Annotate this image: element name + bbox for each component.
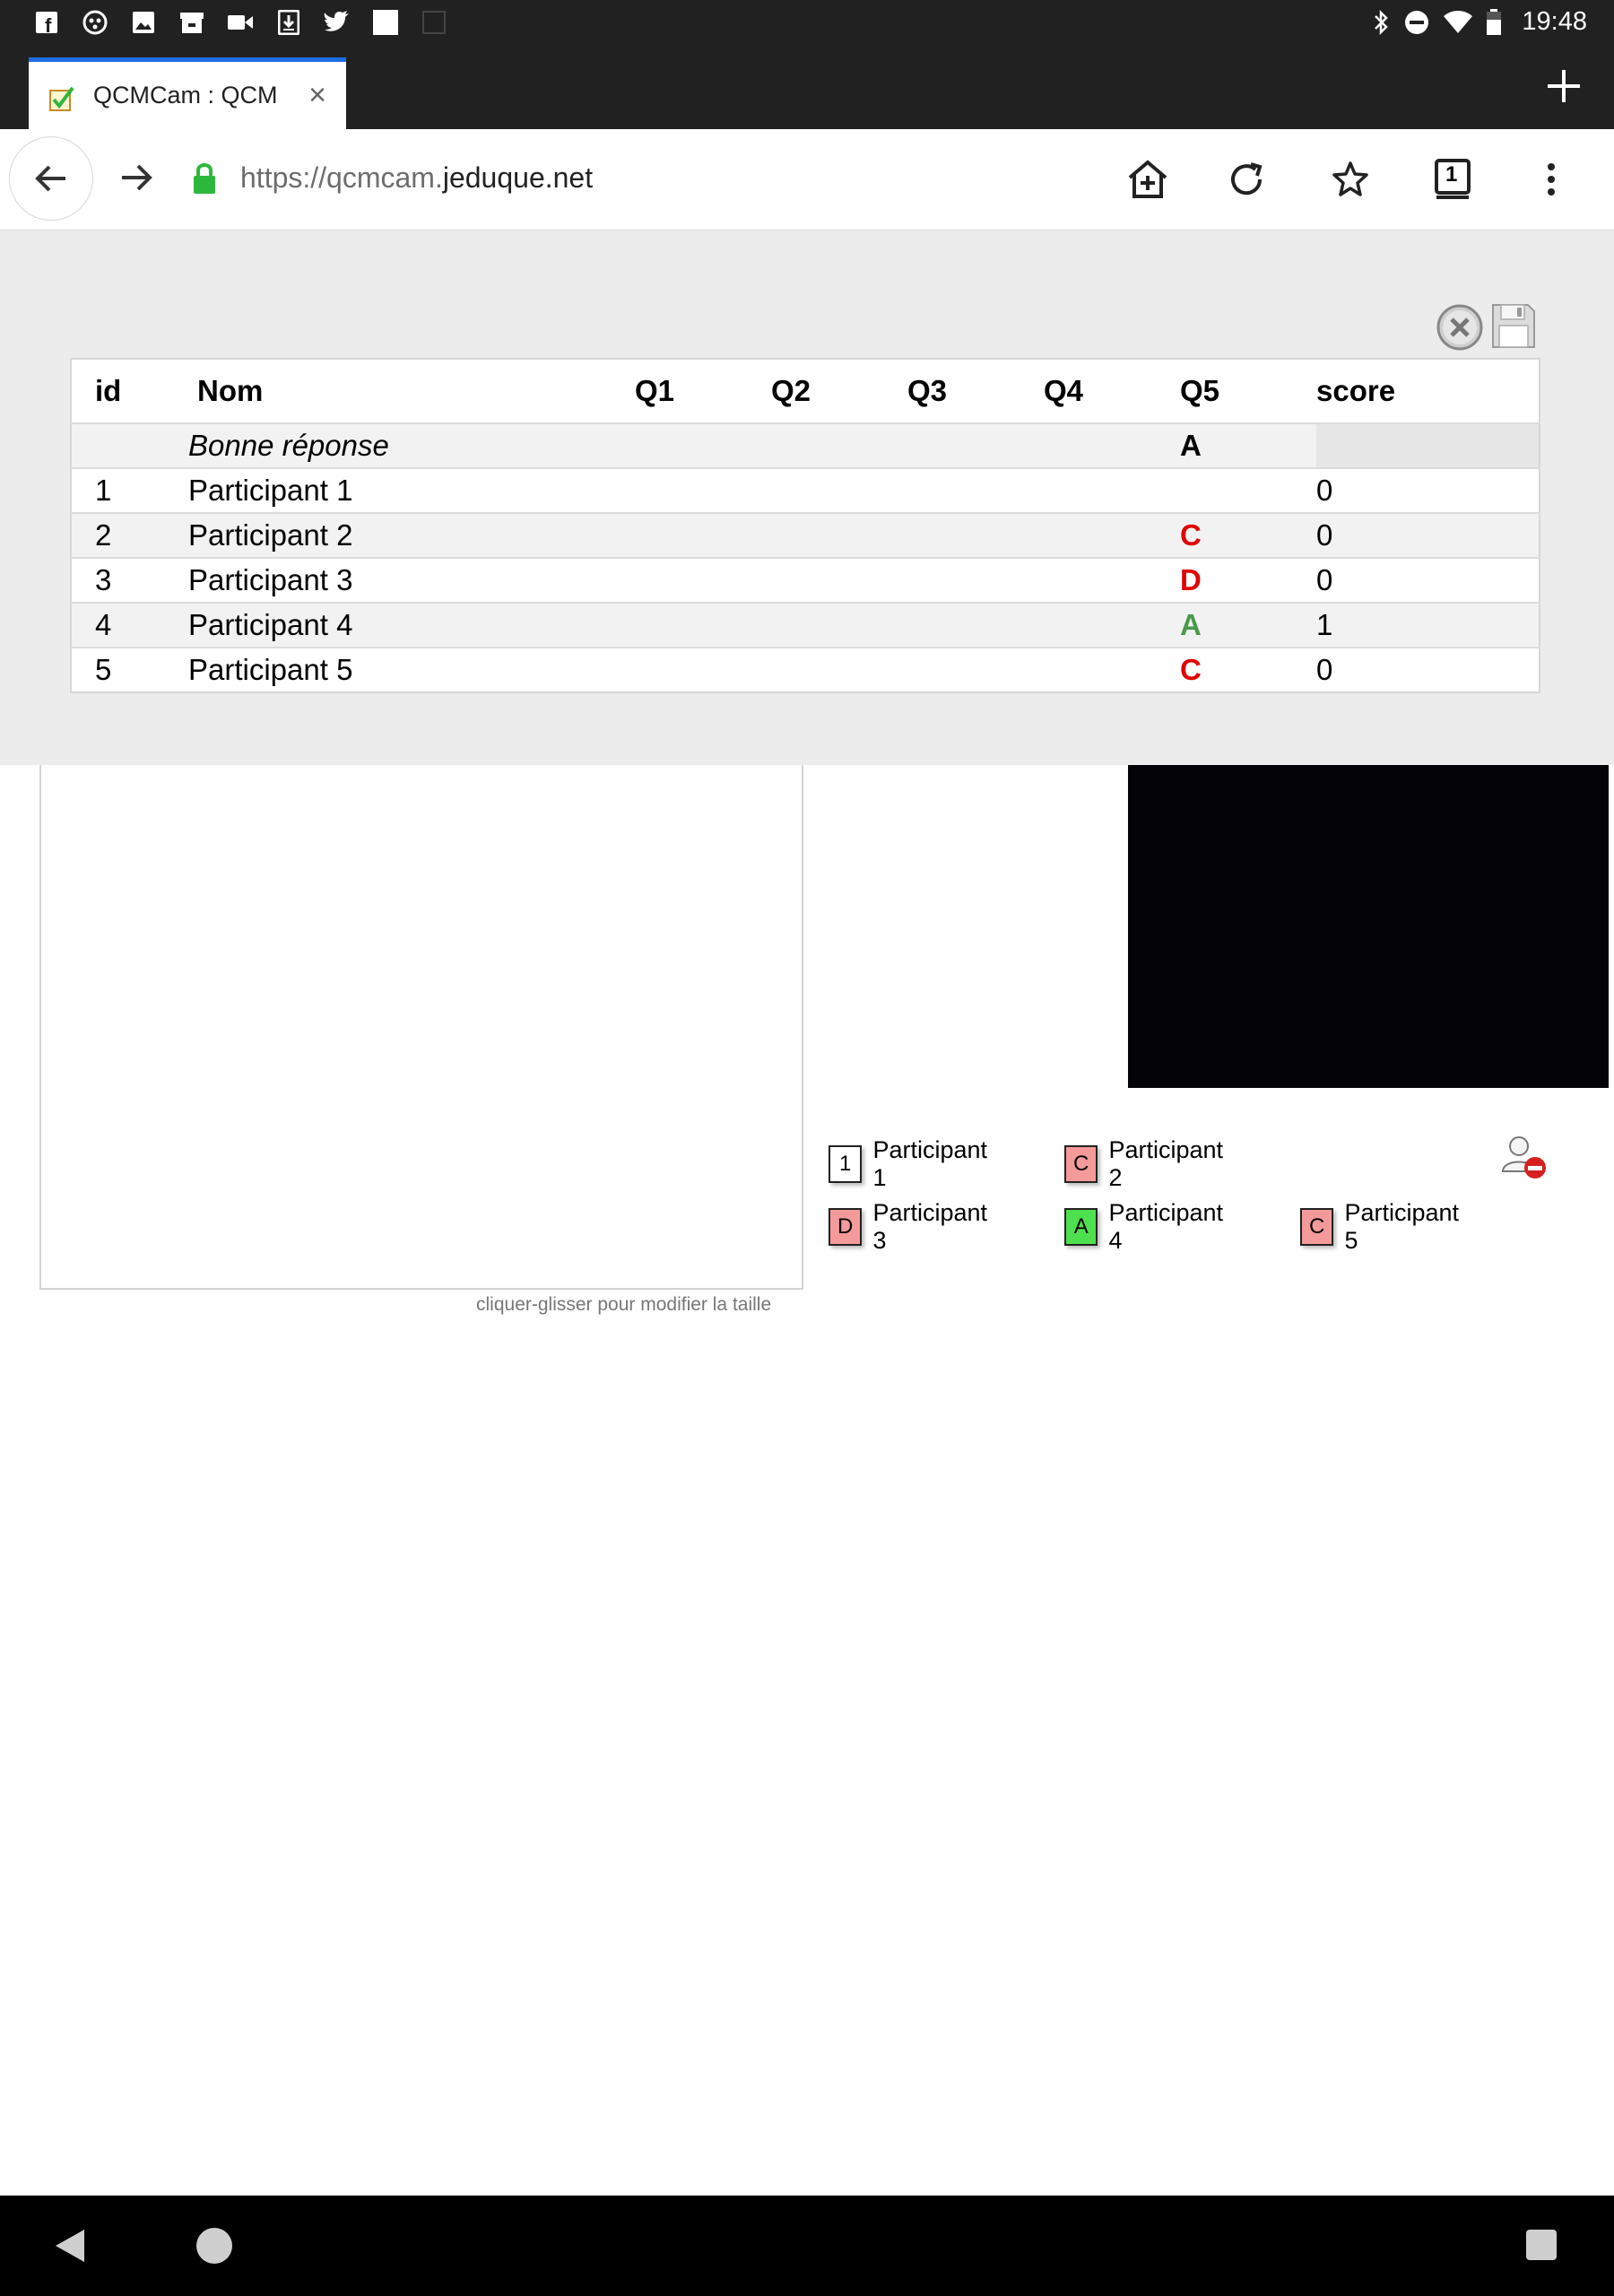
cell-q3 bbox=[907, 603, 1044, 648]
cell-q5 bbox=[1180, 513, 1316, 558]
participant-answer-box: C bbox=[1064, 1145, 1098, 1183]
cell-q4 bbox=[1044, 603, 1180, 648]
facebook-icon bbox=[32, 8, 61, 37]
cell-nom: Participant 5 bbox=[188, 648, 635, 692]
cell-id: 4 bbox=[71, 603, 188, 648]
col-header-q5[interactable]: Q5 bbox=[1180, 374, 1220, 407]
correct-answer-q1[interactable] bbox=[635, 423, 771, 468]
cell-q5 bbox=[1180, 648, 1316, 692]
image-icon bbox=[129, 8, 158, 37]
cell-q3 bbox=[907, 558, 1044, 603]
url-field[interactable] bbox=[240, 161, 593, 195]
scores-table bbox=[70, 358, 1540, 693]
participant-chip-label: Participant 2 bbox=[1108, 1136, 1224, 1191]
gamepad-icon bbox=[81, 8, 109, 37]
url-host: jeduque.net bbox=[442, 161, 594, 194]
cell-q3 bbox=[907, 648, 1044, 692]
svg-text:f: f bbox=[45, 14, 52, 34]
wifi-icon bbox=[1443, 10, 1473, 35]
correct-answer-q2[interactable] bbox=[771, 423, 907, 468]
participant-chip[interactable] bbox=[1300, 1199, 1463, 1254]
cell-nom: Participant 4 bbox=[188, 603, 635, 648]
correct-answer-label bbox=[188, 423, 635, 468]
correct-answer-q4[interactable] bbox=[1044, 423, 1180, 468]
cell-q3 bbox=[907, 513, 1044, 558]
table-row bbox=[71, 468, 1540, 513]
col-header-q2[interactable]: Q2 bbox=[771, 374, 811, 407]
add-to-home-button[interactable] bbox=[1121, 152, 1175, 206]
more-vert-icon bbox=[1546, 161, 1557, 197]
video-icon bbox=[226, 8, 255, 37]
status-bar bbox=[0, 0, 1614, 45]
answer-value: C bbox=[1180, 653, 1202, 686]
resize-hint: cliquer-glisser pour modifier la taille bbox=[476, 1294, 772, 1315]
col-header-q4[interactable]: Q4 bbox=[1044, 374, 1084, 407]
square-icon bbox=[371, 8, 400, 37]
cell-q1 bbox=[635, 513, 771, 558]
tab-close-icon[interactable]: × bbox=[308, 78, 326, 112]
clock: 19:48 bbox=[1522, 7, 1587, 36]
cell-q4 bbox=[1044, 513, 1180, 558]
correct-answer-q5[interactable] bbox=[1180, 423, 1316, 468]
participant-chip-label: Participant 5 bbox=[1344, 1199, 1460, 1254]
cell-q1 bbox=[635, 648, 771, 692]
bluetooth-icon bbox=[1373, 9, 1391, 36]
forward-arrow-icon bbox=[118, 160, 154, 196]
lock-icon bbox=[192, 161, 217, 196]
cell-score: 0 bbox=[1316, 648, 1540, 692]
browser-tab[interactable] bbox=[29, 57, 346, 129]
close-circle-icon[interactable] bbox=[1435, 300, 1485, 351]
cell-score: 0 bbox=[1316, 468, 1540, 513]
participant-answer-box: 1 bbox=[829, 1145, 862, 1183]
correct-answer-text: Bonne réponse bbox=[188, 429, 389, 462]
results-panel bbox=[0, 230, 1614, 765]
table-header-row bbox=[71, 359, 1540, 423]
cell-id: 3 bbox=[71, 558, 188, 603]
reload-button[interactable] bbox=[1219, 152, 1273, 206]
do-not-disturb-icon bbox=[1403, 9, 1430, 36]
reload-icon bbox=[1227, 160, 1266, 199]
cell-q2 bbox=[771, 513, 907, 558]
tab-strip bbox=[0, 45, 1614, 129]
twitter-icon bbox=[323, 8, 351, 37]
new-tab-icon[interactable] bbox=[1539, 61, 1589, 111]
nav-recent-apps-icon[interactable] bbox=[1526, 2230, 1557, 2260]
download-icon bbox=[274, 8, 303, 37]
cell-q5 bbox=[1180, 603, 1316, 648]
answer-value: A bbox=[1180, 608, 1202, 641]
participant-answer-box: C bbox=[1300, 1208, 1333, 1246]
cell-q2 bbox=[771, 468, 907, 513]
cell-id: 5 bbox=[71, 648, 188, 692]
save-floppy-icon[interactable] bbox=[1490, 300, 1537, 351]
tab-title: QCMCam : QCM bbox=[93, 82, 278, 109]
favicon-checkbox-icon bbox=[48, 85, 75, 112]
correct-answer-score bbox=[1316, 423, 1540, 468]
participant-chip-label: Participant 1 bbox=[872, 1136, 988, 1191]
col-header-nom[interactable] bbox=[188, 359, 635, 423]
address-bar bbox=[0, 129, 1614, 230]
participant-chip[interactable] bbox=[829, 1199, 992, 1254]
battery-icon bbox=[1486, 9, 1502, 36]
forward-button[interactable] bbox=[108, 149, 165, 206]
answer-value: D bbox=[1180, 563, 1202, 596]
url-prefix: https://qcmcam. bbox=[240, 161, 443, 194]
cell-q2 bbox=[771, 603, 907, 648]
tab-switcher-button[interactable] bbox=[1426, 152, 1480, 206]
cell-q4 bbox=[1044, 648, 1180, 692]
nav-home-icon[interactable] bbox=[196, 2228, 232, 2264]
tab-count: 1 bbox=[1445, 162, 1458, 187]
cell-score: 1 bbox=[1316, 603, 1540, 648]
cell-q1 bbox=[635, 603, 771, 648]
correct-answer-id bbox=[71, 423, 188, 468]
cell-q5 bbox=[1180, 558, 1316, 603]
star-icon bbox=[1331, 160, 1370, 199]
overflow-menu-button[interactable] bbox=[1524, 152, 1578, 206]
cell-id: 1 bbox=[71, 468, 188, 513]
answer-value: C bbox=[1180, 518, 1202, 552]
cell-q2 bbox=[771, 558, 907, 603]
camera-view bbox=[1128, 765, 1609, 1088]
correct-answer-q5-value: A bbox=[1180, 429, 1202, 462]
cell-q2 bbox=[771, 648, 907, 692]
navigation-bar bbox=[0, 2196, 1614, 2296]
cell-q1 bbox=[635, 558, 771, 603]
cell-q4 bbox=[1044, 558, 1180, 603]
table-row bbox=[71, 603, 1540, 648]
participant-chip-label: Participant 3 bbox=[872, 1199, 988, 1254]
cell-q1 bbox=[635, 468, 771, 513]
cell-nom: Participant 1 bbox=[188, 468, 635, 513]
store-icon bbox=[178, 8, 206, 37]
participant-chip-label: Participant 4 bbox=[1108, 1199, 1224, 1254]
table-row bbox=[71, 648, 1540, 692]
bookmark-button[interactable] bbox=[1323, 152, 1377, 206]
cell-score: 0 bbox=[1316, 558, 1540, 603]
nav-back-icon[interactable] bbox=[52, 2228, 88, 2264]
back-arrow-icon bbox=[33, 161, 69, 196]
correct-answer-row bbox=[71, 423, 1540, 468]
remove-user-icon[interactable] bbox=[1499, 1132, 1549, 1182]
cell-q5 bbox=[1180, 468, 1316, 513]
participant-chip[interactable] bbox=[829, 1136, 992, 1191]
cell-q4 bbox=[1044, 468, 1180, 513]
cell-q3 bbox=[907, 468, 1044, 513]
col-header-q3[interactable]: Q3 bbox=[907, 374, 948, 407]
table-row bbox=[71, 513, 1540, 558]
cell-score: 0 bbox=[1316, 513, 1540, 558]
cell-id: 2 bbox=[71, 513, 188, 558]
col-header-id[interactable]: id bbox=[95, 374, 122, 407]
notification-icons bbox=[32, 8, 448, 37]
correct-answer-q3[interactable] bbox=[907, 423, 1044, 468]
participant-answer-box: A bbox=[1064, 1208, 1098, 1246]
panel-actions bbox=[1435, 300, 1537, 351]
home-plus-icon bbox=[1126, 158, 1169, 201]
cell-nom: Participant 3 bbox=[188, 558, 635, 603]
dim-square-icon bbox=[420, 8, 448, 37]
drawing-area[interactable] bbox=[39, 765, 803, 1290]
cell-nom: Participant 2 bbox=[188, 513, 635, 558]
col-header-score[interactable]: score bbox=[1316, 374, 1396, 407]
participant-answer-box: D bbox=[829, 1208, 862, 1246]
participant-chip[interactable] bbox=[1064, 1199, 1228, 1254]
back-button[interactable] bbox=[9, 136, 93, 221]
col-header-q1[interactable]: Q1 bbox=[635, 374, 675, 407]
col-header-nom-label: Nom bbox=[197, 374, 264, 407]
table-row bbox=[71, 558, 1540, 603]
participant-chip[interactable] bbox=[1064, 1136, 1228, 1191]
